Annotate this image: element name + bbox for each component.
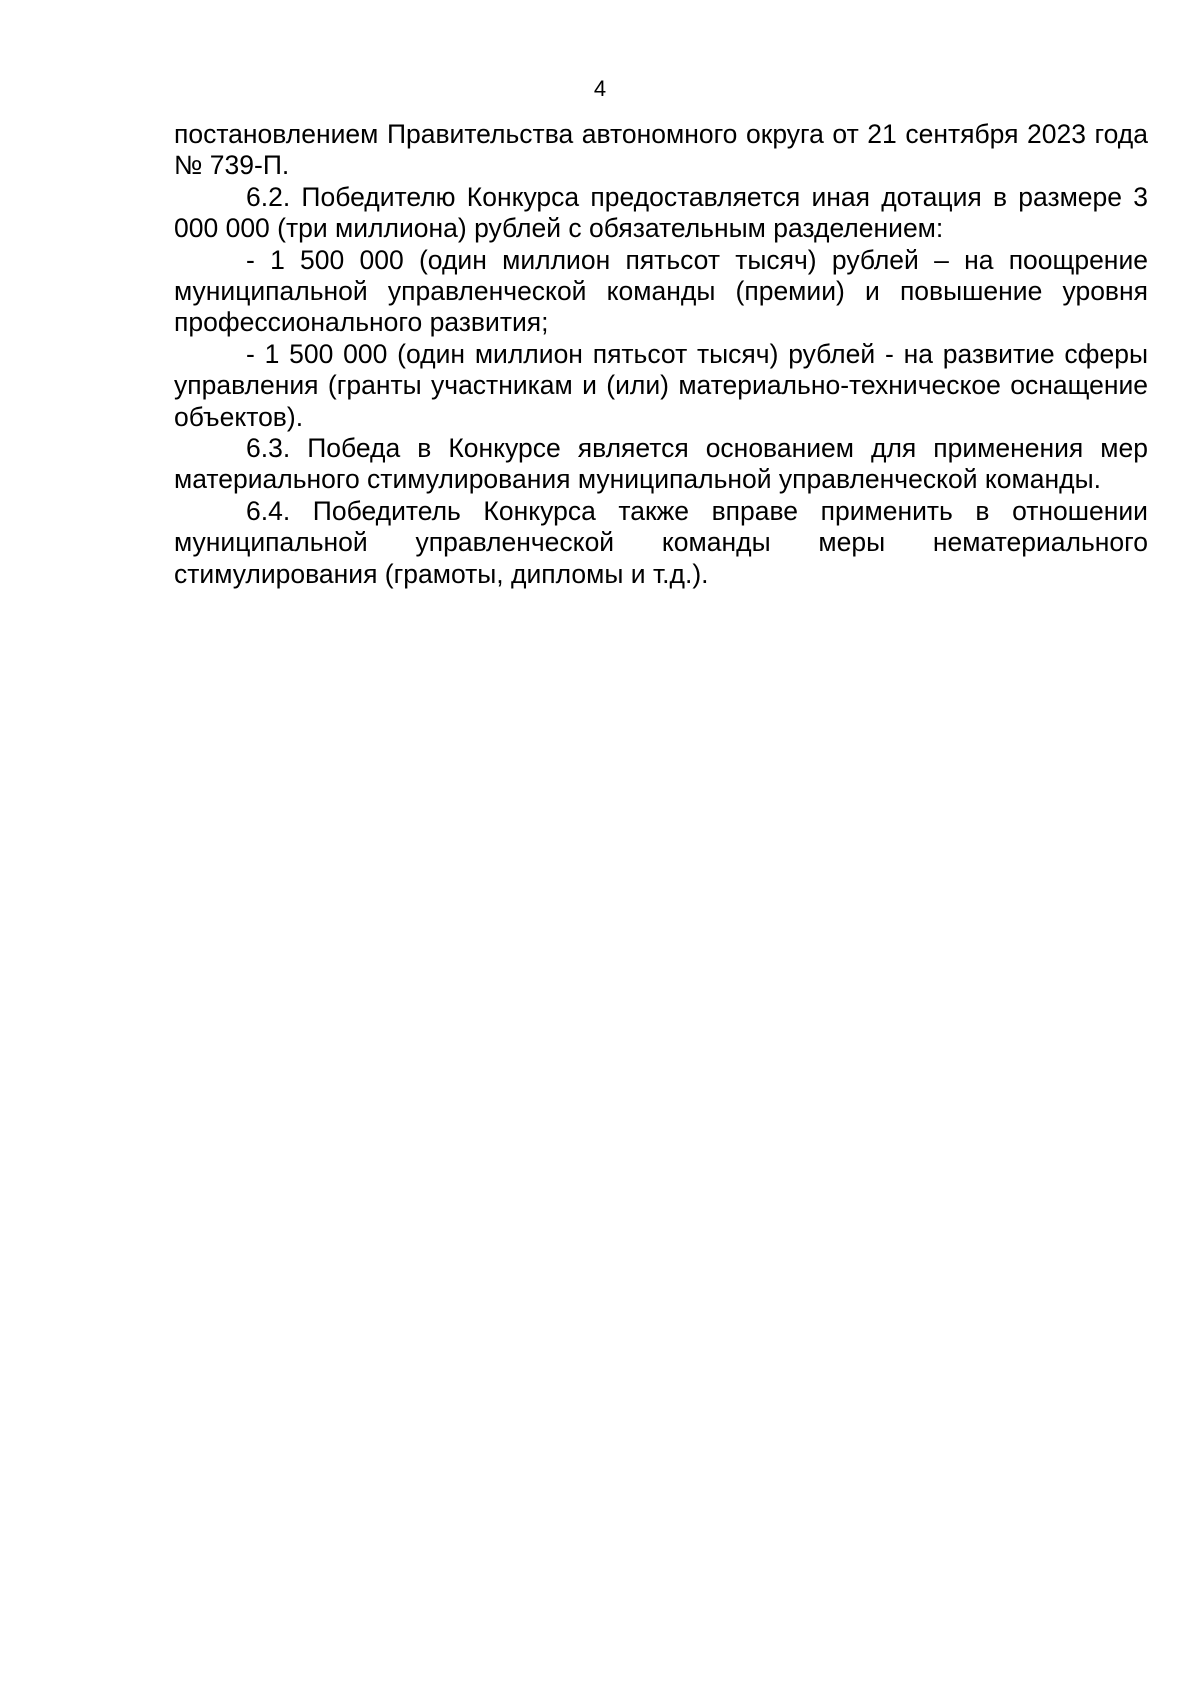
page-number: 4 <box>593 76 607 101</box>
paragraph-6-3: 6.3. Победа в Конкурсе является основанием для применения мер материального стимулирования муниципальной управленческой команды. <box>174 433 1148 495</box>
paragraph-6-2-item-1: - 1 500 000 (один миллион пятьсот тысяч) рублей – на поощрение муниципальной управленческой команды (премии) и повышение уровня профессионального развития; <box>174 244 1148 338</box>
paragraph-6-4: 6.4. Победитель Конкурса также вправе применить в отношении муниципальной управленческой команды меры нематериального стимулирования (грамоты, дипломы и т.д.). <box>174 495 1148 589</box>
paragraph-continuation: постановлением Правительства автономного округа от 21 сентября 2023 года № 739-П. <box>174 119 1148 181</box>
paragraph-6-2-item-2: - 1 500 000 (один миллион пятьсот тысяч) рублей - на развитие сферы управления (гранты участникам и (или) материально-техническое оснащение объектов). <box>174 338 1148 432</box>
paragraph-6-2: 6.2. Победителю Конкурса предоставляется иная дотация в размере 3 000 000 (три миллиона) рублей с обязательным разделением: <box>174 181 1148 244</box>
document-body <box>174 119 1148 590</box>
